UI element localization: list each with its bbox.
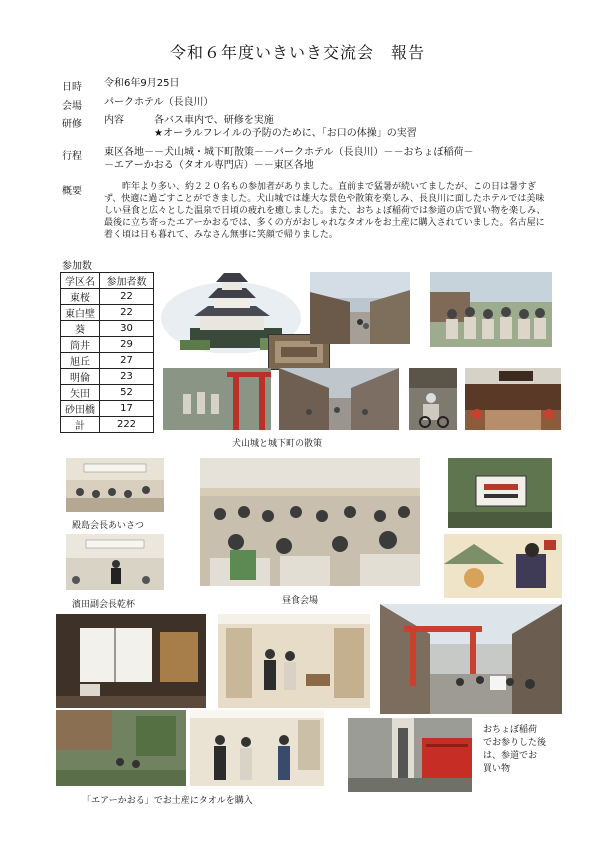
garden-photo xyxy=(56,710,186,786)
column-header-area: 学区名 xyxy=(61,273,100,289)
castle-town-street-photo xyxy=(310,272,410,344)
total-count-cell: 222 xyxy=(100,417,154,433)
date-label: 日時 xyxy=(62,82,82,93)
caption-greeting: 殿島会長あいさつ xyxy=(72,521,145,531)
caption-inuyama: 犬山城と城下町の散策 xyxy=(232,439,323,449)
area-cell: 葵 xyxy=(61,321,100,337)
count-cell: 52 xyxy=(100,385,154,401)
towel-shop-exterior-photo xyxy=(56,614,206,708)
table-row xyxy=(61,401,154,417)
participants-heading: 参加数 xyxy=(62,261,92,272)
page-title: 令和６年度いきいき交流会 報告 xyxy=(169,43,425,62)
towel-shop-interior-photo xyxy=(218,614,370,708)
street-walk-photo xyxy=(279,368,399,430)
illustration-photo xyxy=(444,534,562,598)
toast-photo xyxy=(66,534,164,590)
training-label: 研修 xyxy=(62,119,82,130)
area-cell: 明倫 xyxy=(61,369,100,385)
count-cell: 23 xyxy=(100,369,154,385)
area-cell: 筒井 xyxy=(61,337,100,353)
shop-front-photo xyxy=(465,368,561,430)
table-row xyxy=(61,353,154,369)
itinerary-label: 行程 xyxy=(62,151,82,162)
summary-text: 昨年より多い、約２２０名もの参加者がありました。直前まで猛暑が続いてましたが、この日は暑すぎず、快適に過ごすことができました。犬山城では雄大な景色や散策を楽しみ、長良川に面したホテルでは美味しい昼食と広々とした温泉で日頃の疲れを癒しました。また、おちょぼ稲荷では参道の店で買い物を楽しみ、最後に立ち寄ったエアーかおるでは、多くの方がおしゃれなタオルをお土産に購入されていました。名古屋に着く頃は日も暮れて、みなさん無事に笑顔で帰りました。 xyxy=(104,182,546,240)
training-sub-label: 内容 xyxy=(104,115,124,126)
count-cell: 30 xyxy=(100,321,154,337)
column-header-count: 参加者数 xyxy=(100,273,154,289)
summary-label: 概要 xyxy=(62,186,82,197)
count-cell: 29 xyxy=(100,337,154,353)
total-label-cell: 計 xyxy=(61,417,100,433)
caption-toast: 濱田副会長乾杯 xyxy=(72,600,136,610)
table-row xyxy=(61,321,154,337)
table-row xyxy=(61,305,154,321)
shop-interior-photo xyxy=(190,710,324,786)
caption-ochobo-line-4: 買い物 xyxy=(483,764,511,774)
wheelchair-photo xyxy=(409,368,457,430)
date-value: 令和6年9月25日 xyxy=(104,78,180,89)
count-cell: 17 xyxy=(100,401,154,417)
itinerary-line-1: 東区各地－－犬山城・城下町散策－－パークホテル（長良川）－－おちょぼ稲荷－ xyxy=(104,147,474,158)
area-cell: 旭丘 xyxy=(61,353,100,369)
training-line-2: ★オーラルフレイルの予防のために、「お口の体操」の実習 xyxy=(154,128,417,139)
lunch-hall-photo xyxy=(200,458,420,586)
area-cell: 東白壁 xyxy=(61,305,100,321)
count-cell: 22 xyxy=(100,289,154,305)
venue-value: パークホテル（長良川） xyxy=(104,97,214,108)
count-cell: 22 xyxy=(100,305,154,321)
caption-ochobo-line-1: おちょぼ稲荷 xyxy=(483,725,538,735)
table-row xyxy=(61,385,154,401)
training-line-1: 各バス車内で、研修を実施 xyxy=(154,115,274,126)
greeting-photo xyxy=(66,458,164,512)
table-header-row xyxy=(61,273,154,289)
venue-label: 会場 xyxy=(62,101,82,112)
hotel-sign-photo xyxy=(448,458,552,528)
itinerary-line-2: －エアーかおる（タオル専門店）－－東区各地 xyxy=(104,160,314,171)
table-total-row xyxy=(61,417,154,433)
table-row xyxy=(61,369,154,385)
table-row xyxy=(61,289,154,305)
area-cell: 矢田 xyxy=(61,385,100,401)
count-cell: 27 xyxy=(100,353,154,369)
caption-towel: 「エアーかおる」でお土産にタオルを購入 xyxy=(82,796,253,806)
table-row xyxy=(61,337,154,353)
ochobo-street-photo xyxy=(380,604,562,714)
caption-lunch: 昼食会場 xyxy=(282,596,319,606)
group-photo xyxy=(430,272,552,347)
area-cell: 東桜 xyxy=(61,289,100,305)
caption-ochobo-line-3: は、参道でお xyxy=(483,751,538,761)
caption-ochobo-line-2: でお参りした後 xyxy=(483,738,547,748)
ochobo-shrine-photo xyxy=(348,718,472,792)
shrine-gate-photo xyxy=(163,368,271,430)
area-cell: 砂田橋 xyxy=(61,401,100,417)
participants-table xyxy=(60,272,154,433)
